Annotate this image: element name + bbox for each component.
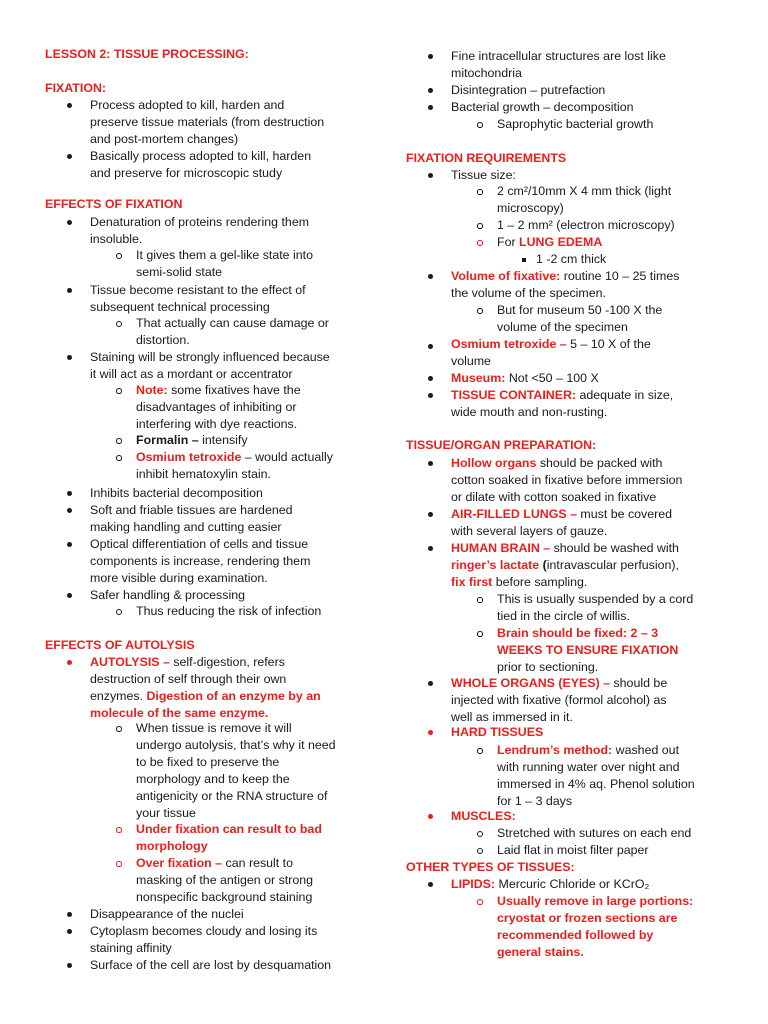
list-item: TISSUE CONTAINER: adequate in size, wide mouth and non-rusting. bbox=[451, 388, 674, 419]
sub-bullet-circle-icon bbox=[477, 189, 483, 195]
sub-bullet-circle-icon bbox=[477, 240, 483, 246]
fixation-heading: FIXATION: bbox=[45, 81, 107, 95]
sub-bullet-circle-icon bbox=[116, 455, 122, 461]
bullet-dot-icon bbox=[67, 593, 72, 598]
sub-bullet-circle-icon bbox=[116, 253, 122, 259]
list-item: But for museum 50 -100 X the volume of the specimen bbox=[497, 303, 663, 334]
list-item: HUMAN BRAIN – should be washed with ringer’s lactate (intravascular perfusion), fix first before sampling. bbox=[451, 541, 679, 589]
list-item: Optical differentiation of cells and tissue components is increase, rendering them more visible during examination. bbox=[90, 537, 311, 585]
bullet-dot-icon bbox=[428, 344, 433, 349]
sub-sub-bullet-square-icon bbox=[522, 258, 526, 262]
list-item: Inhibits bacterial decomposition bbox=[90, 486, 263, 500]
sub-bullet-circle-icon bbox=[477, 899, 483, 905]
list-item: 1 – 2 mm² (electron microscopy) bbox=[497, 218, 675, 232]
list-item: Thus reducing the risk of infection bbox=[136, 604, 322, 618]
list-item: Basically process adopted to kill, harden and preserve for microscopic study bbox=[90, 149, 312, 180]
sub-bullet-circle-icon bbox=[477, 122, 483, 128]
list-item: MUSCLES: bbox=[451, 809, 516, 823]
list-item: Surface of the cell are lost by desquamation bbox=[90, 958, 332, 972]
list-item: It gives them a gel-like state into semi-solid state bbox=[136, 248, 313, 279]
tissue-organ-preparation-heading: TISSUE/ORGAN PREPARATION: bbox=[406, 438, 597, 452]
list-item: AIR-FILLED LUNGS – must be covered with several layers of gauze. bbox=[451, 507, 673, 538]
list-item: Formalin – intensify bbox=[136, 433, 248, 447]
list-item: Bacterial growth – decomposition bbox=[451, 100, 634, 114]
sub-bullet-circle-icon bbox=[116, 438, 122, 444]
list-item: 1 -2 cm thick bbox=[536, 252, 607, 266]
list-item: Laid flat in moist filter paper bbox=[497, 843, 649, 857]
bullet-dot-icon bbox=[67, 508, 72, 513]
list-item: Staining will be strongly influenced because it will act as a mordant or accentrator bbox=[90, 350, 330, 381]
list-item: Brain should be fixed: 2 – 3 WEEKS TO ENSURE FIXATION prior to sectioning. bbox=[497, 626, 679, 674]
list-item: When tissue is remove it will undergo autolysis, that’s why it need to be fixed to preserve the morphology and to keep the antigenicity or the RNA structure of your tissue bbox=[136, 721, 336, 820]
sub-bullet-circle-icon bbox=[477, 831, 483, 837]
bullet-dot-icon bbox=[428, 105, 433, 110]
list-item: WHOLE ORGANS (EYES) – should be injected with fixative (formol alcohol) as well as immersed in it. bbox=[451, 676, 668, 724]
sub-bullet-circle-icon bbox=[477, 631, 483, 637]
bullet-dot-icon bbox=[67, 963, 72, 968]
bullet-dot-icon bbox=[428, 274, 433, 279]
list-item: Usually remove in large portions: cryostat or frozen sections are recommended followed by general stains. bbox=[497, 894, 694, 959]
sub-bullet-circle-icon bbox=[477, 597, 483, 603]
lesson-title: LESSON 2: TISSUE PROCESSING: bbox=[45, 47, 249, 61]
list-item: This is usually suspended by a cord tied in the circle of willis. bbox=[497, 592, 694, 623]
list-item: 2 cm²/10mm X 4 mm thick (light microscopy) bbox=[497, 184, 672, 215]
bullet-dot-icon bbox=[67, 660, 72, 665]
list-item: Denaturation of proteins rendering them insoluble. bbox=[90, 215, 310, 246]
list-item: Tissue become resistant to the effect of subsequent technical processing bbox=[90, 283, 306, 314]
list-item: Over fixation – can result to masking of the antigen or strong nonspecific background staining bbox=[136, 856, 314, 904]
list-item: Soft and friable tissues are hardened making handling and cutting easier bbox=[90, 503, 293, 534]
bullet-dot-icon bbox=[67, 912, 72, 917]
sub-bullet-circle-icon bbox=[477, 308, 483, 314]
list-item: Note: some fixatives have the disadvantages of inhibiting or interfering with dye reactions. bbox=[136, 383, 301, 431]
list-item: Disintegration – putrefaction bbox=[451, 83, 606, 97]
other-tissues-heading: OTHER TYPES OF TISSUES: bbox=[406, 860, 575, 874]
list-item: Osmium tetroxide – 5 – 10 X of the volume bbox=[451, 337, 651, 368]
bullet-dot-icon bbox=[67, 355, 72, 360]
list-item: Under fixation can result to bad morphology bbox=[136, 822, 322, 853]
list-item: Stretched with sutures on each end bbox=[497, 826, 692, 840]
bullet-dot-icon bbox=[428, 461, 433, 466]
list-item: Process adopted to kill, harden and preserve tissue materials (from destruction and post-mortem changes) bbox=[90, 98, 325, 146]
list-item: Safer handling & processing bbox=[90, 588, 245, 602]
sub-bullet-circle-icon bbox=[477, 748, 483, 754]
list-item: AUTOLYSIS – self-digestion, refers destruction of self through their own enzymes. Digestion of an enzyme by an molecule of the same enzyme. bbox=[90, 655, 321, 720]
list-item: Tissue size: bbox=[451, 168, 516, 182]
sub-bullet-circle-icon bbox=[477, 848, 483, 854]
bullet-dot-icon bbox=[428, 512, 433, 517]
list-item: LIPIDS: Mercuric Chloride or KCrO₂ bbox=[451, 877, 650, 891]
bullet-dot-icon bbox=[67, 154, 72, 159]
sub-bullet-circle-icon bbox=[116, 388, 122, 394]
bullet-dot-icon bbox=[428, 882, 433, 887]
bullet-dot-icon bbox=[428, 393, 433, 398]
sub-bullet-circle-icon bbox=[116, 726, 122, 732]
list-item: That actually can cause damage or distortion. bbox=[136, 316, 329, 347]
sub-bullet-circle-icon bbox=[116, 827, 122, 833]
list-item: Osmium tetroxide – would actually inhibit hematoxylin stain. bbox=[136, 450, 333, 481]
bullet-dot-icon bbox=[67, 220, 72, 225]
bullet-dot-icon bbox=[428, 173, 433, 178]
list-item: Volume of fixative: routine 10 – 25 times the volume of the specimen. bbox=[451, 269, 680, 300]
bullet-dot-icon bbox=[67, 491, 72, 496]
list-item: Cytoplasm becomes cloudy and losing its staining affinity bbox=[90, 924, 318, 955]
bullet-dot-icon bbox=[67, 103, 72, 108]
list-item: For LUNG EDEMA bbox=[497, 235, 603, 249]
bullet-dot-icon bbox=[67, 542, 72, 547]
list-item: Fine intracellular structures are lost like mitochondria bbox=[451, 49, 666, 80]
bullet-dot-icon bbox=[428, 730, 433, 735]
bullet-dot-icon bbox=[67, 929, 72, 934]
effects-fixation-heading: EFFECTS OF FIXATION bbox=[45, 197, 183, 211]
bullet-dot-icon bbox=[428, 546, 433, 551]
bullet-dot-icon bbox=[428, 376, 433, 381]
bullet-dot-icon bbox=[428, 814, 433, 819]
bullet-dot-icon bbox=[428, 54, 433, 59]
list-item: HARD TISSUES bbox=[451, 725, 544, 739]
sub-bullet-circle-icon bbox=[116, 321, 122, 327]
list-item: Saprophytic bacterial growth bbox=[497, 117, 654, 131]
bullet-dot-icon bbox=[67, 288, 72, 293]
sub-bullet-circle-icon bbox=[477, 223, 483, 229]
sub-bullet-circle-icon bbox=[116, 609, 122, 615]
list-item: Lendrum’s method: washed out with running water over night and immersed in 4% aq. Phenol solution for 1 – 3 days bbox=[497, 743, 695, 808]
list-item: Disappearance of the nuclei bbox=[90, 907, 244, 921]
fixation-requirements-heading: FIXATION REQUIREMENTS bbox=[406, 151, 567, 165]
effects-autolysis-heading: EFFECTS OF AUTOLYSIS bbox=[45, 638, 195, 652]
sub-bullet-circle-icon bbox=[116, 861, 122, 867]
bullet-dot-icon bbox=[428, 681, 433, 686]
list-item: Hollow organs should be packed with cotton soaked in fixative before immersion or dilate with cotton soaked in fixative bbox=[451, 456, 683, 504]
bullet-dot-icon bbox=[428, 88, 433, 93]
list-item: Museum: Not <50 – 100 X bbox=[451, 371, 599, 385]
